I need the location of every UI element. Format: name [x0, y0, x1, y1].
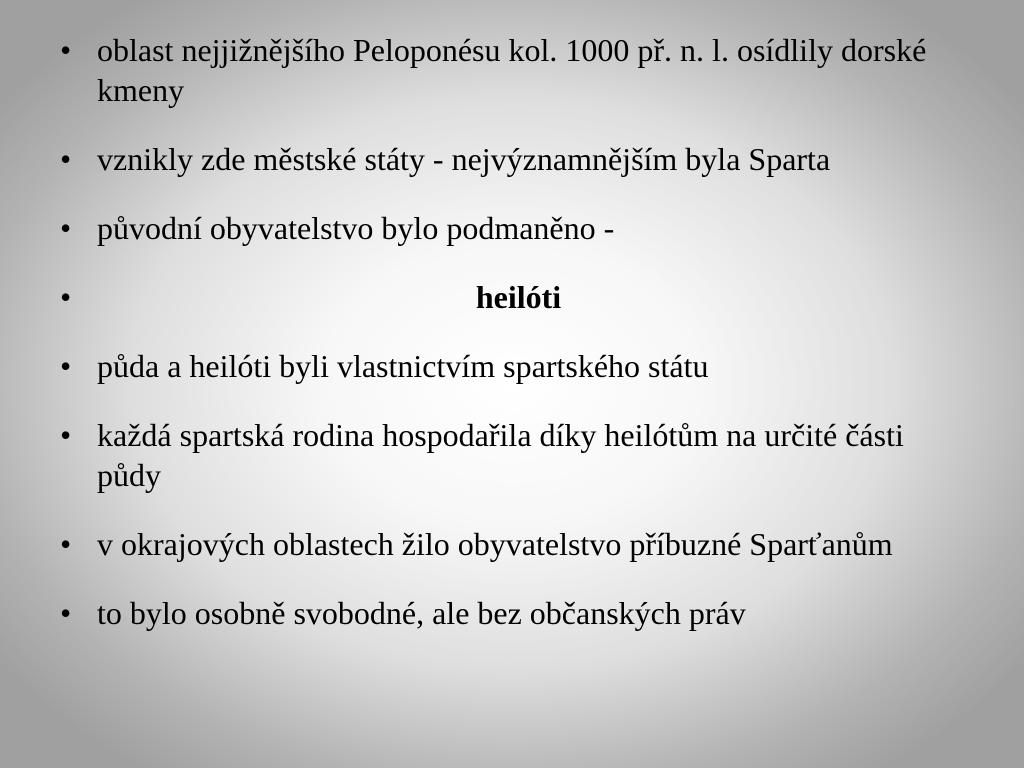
- bullet-text: oblast nejjižnějšího Peloponésu kol. 1000 př. n. l. osídlily dorské kmeny: [97, 32, 927, 108]
- bullet-text: to bylo osobně svobodné, ale bez občanských práv: [97, 595, 746, 631]
- bullet-item-helots-term: [60, 277, 960, 317]
- bullet-marker: •: [60, 32, 72, 68]
- bullet-marker: •: [60, 279, 72, 315]
- bullet-item-free-no-rights: [60, 593, 960, 633]
- bullet-item-perioikoi: [60, 524, 960, 564]
- bullet-item-dorians: [60, 30, 960, 110]
- bullet-marker: •: [60, 210, 72, 246]
- bullet-text: každá spartská rodina hospodařila díky heilótům na určité části půdy: [97, 417, 904, 493]
- bullet-item-subjugated: [60, 208, 960, 248]
- bullet-marker: •: [60, 595, 72, 631]
- bullet-text: půda a heilóti byli vlastnictvím spartského státu: [97, 348, 709, 384]
- bullet-marker: •: [60, 526, 72, 562]
- bullet-text: původní obyvatelstvo bylo podmaněno -: [97, 210, 615, 246]
- bullet-list: [60, 30, 960, 633]
- bullet-text-highlight: heilóti: [475, 279, 562, 315]
- bullet-marker: •: [60, 348, 72, 384]
- bullet-item-state-property: [60, 346, 960, 386]
- bullet-item-family-farming: [60, 415, 960, 495]
- bullet-text: vznikly zde městské státy - nejvýznamnějším byla Sparta: [97, 141, 831, 177]
- bullet-item-city-states: [60, 139, 960, 179]
- bullet-marker: •: [60, 141, 72, 177]
- bullet-text: v okrajových oblastech žilo obyvatelstvo příbuzné Sparťanům: [97, 526, 893, 562]
- bullet-marker: •: [60, 417, 72, 453]
